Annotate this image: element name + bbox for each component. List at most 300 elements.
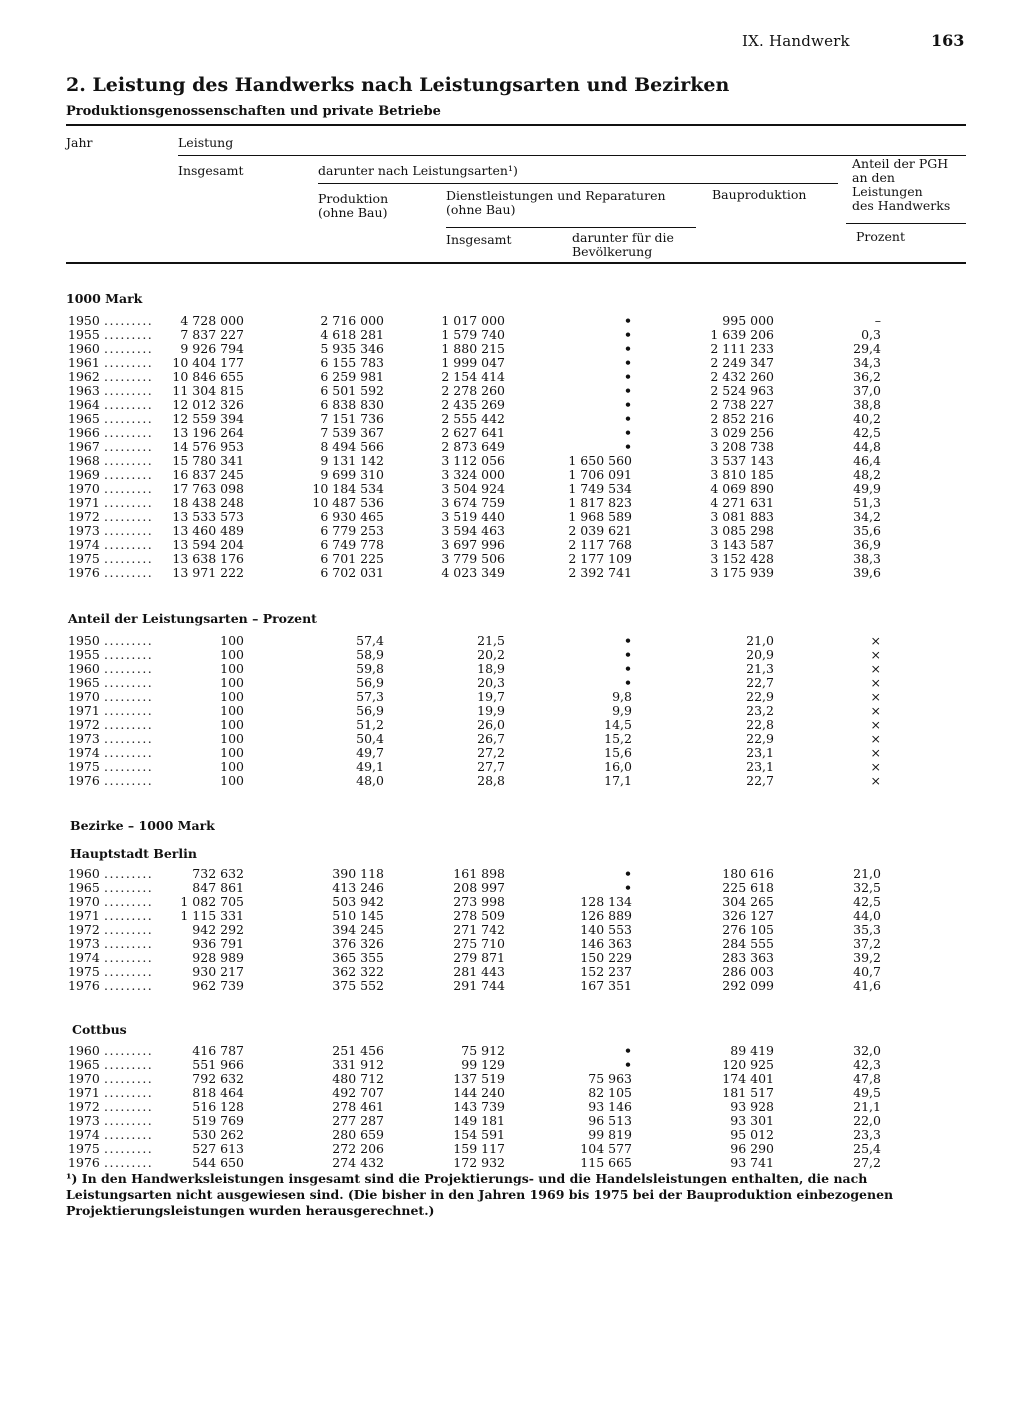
cell-bauproduktion: 225 618 [722, 880, 774, 895]
cell-insgesamt: 1 082 705 [180, 894, 244, 909]
cell-bevoelkerung: 1 706 091 [568, 467, 632, 482]
dot-leader: ......... [104, 647, 154, 662]
cell-bauproduktion: 22,8 [746, 717, 774, 732]
cell-dienst-insgesamt: 291 744 [453, 978, 505, 993]
cell-year: 1972 [68, 509, 100, 524]
cell-bauproduktion: 2 432 260 [710, 369, 774, 384]
table-row [0, 937, 1024, 951]
table-row [0, 482, 1024, 496]
table-row [0, 1128, 1024, 1142]
dot-leader: ......... [104, 675, 154, 690]
cell-produktion: 6 501 592 [320, 383, 384, 398]
cell-year: 1970 [68, 481, 100, 496]
cell-anteil-pgh: 37,2 [853, 936, 881, 951]
col-header-anteil-line3: Leistungen [852, 184, 923, 199]
cell-anteil-pgh: × [870, 675, 881, 690]
table-subtitle: Produktionsgenossenschaften und private Betriebe [66, 104, 441, 119]
table-row [0, 1072, 1024, 1086]
cell-dienst-insgesamt: 3 697 996 [441, 537, 505, 552]
cell-produktion: 7 539 367 [320, 425, 384, 440]
cell-insgesamt: 15 780 341 [172, 453, 244, 468]
cell-dienst-insgesamt: 75 912 [461, 1043, 505, 1058]
cell-insgesamt: 100 [220, 703, 244, 718]
cell-insgesamt: 100 [220, 717, 244, 732]
cell-produktion: 4 618 281 [320, 327, 384, 342]
dot-leader: ......... [104, 383, 154, 398]
cell-bevoelkerung: 152 237 [580, 964, 632, 979]
cell-year: 1971 [68, 1085, 100, 1100]
cell-anteil-pgh: 34,2 [853, 509, 881, 524]
cell-bauproduktion: 3 143 587 [710, 537, 774, 552]
cell-produktion: 394 245 [332, 922, 384, 937]
cell-insgesamt: 18 438 248 [172, 495, 244, 510]
col-header-bev-line2: Bevölkerung [572, 244, 653, 259]
cell-year: 1971 [68, 908, 100, 923]
cell-anteil-pgh: 51,3 [853, 495, 881, 510]
cell-anteil-pgh: × [870, 633, 881, 648]
cell-insgesamt: 519 769 [192, 1113, 244, 1128]
cell-bevoelkerung: 104 577 [580, 1141, 632, 1156]
cell-bevoelkerung: • [624, 866, 632, 881]
header-bottom-rule [66, 262, 966, 264]
table-row [0, 923, 1024, 937]
cell-dienst-insgesamt: 27,7 [477, 759, 505, 774]
col-header-bevoelkerung [572, 231, 674, 259]
col-header-produktion [318, 192, 388, 220]
dot-leader: ......... [104, 894, 154, 909]
cell-dienst-insgesamt: 172 932 [453, 1155, 505, 1170]
col-header-darunter: darunter nach Leistungsarten¹) [318, 163, 518, 178]
header-rule-anteil [846, 223, 966, 224]
cell-year: 1955 [68, 647, 100, 662]
dot-leader: ......... [104, 703, 154, 718]
cell-bevoelkerung: 14,5 [604, 717, 632, 732]
cell-insgesamt: 792 632 [192, 1071, 244, 1086]
cell-anteil-pgh: × [870, 773, 881, 788]
cell-year: 1970 [68, 1071, 100, 1086]
cell-dienst-insgesamt: 19,9 [477, 703, 505, 718]
dot-leader: ......... [104, 922, 154, 937]
cell-anteil-pgh: 49,9 [853, 481, 881, 496]
cell-insgesamt: 100 [220, 633, 244, 648]
cell-anteil-pgh: 40,7 [853, 964, 881, 979]
cell-anteil-pgh: 32,5 [853, 880, 881, 895]
cell-dienst-insgesamt: 3 112 056 [441, 453, 505, 468]
cell-bauproduktion: 3 537 143 [710, 453, 774, 468]
cell-insgesamt: 530 262 [192, 1127, 244, 1142]
cell-produktion: 331 912 [332, 1057, 384, 1072]
cell-dienst-insgesamt: 2 873 649 [441, 439, 505, 454]
cell-year: 1975 [68, 551, 100, 566]
dot-leader: ......... [104, 1099, 154, 1114]
cell-anteil-pgh: 39,2 [853, 950, 881, 965]
cell-year: 1966 [68, 425, 100, 440]
cell-insgesamt: 551 966 [192, 1057, 244, 1072]
cell-bauproduktion: 995 000 [722, 313, 774, 328]
cell-bauproduktion: 4 069 890 [710, 481, 774, 496]
cell-dienst-insgesamt: 20,3 [477, 675, 505, 690]
dot-leader: ......... [104, 936, 154, 951]
col-header-dienst-line1: Dienstleistungen und Reparaturen [446, 188, 666, 203]
cell-produktion: 59,8 [356, 661, 384, 676]
section-heading-bezirke: Bezirke – 1000 Mark [70, 818, 215, 833]
cell-produktion: 277 287 [332, 1113, 384, 1128]
col-header-anteil-pgh [852, 157, 950, 213]
col-header-produktion-line2: (ohne Bau) [318, 205, 388, 220]
cell-produktion: 10 487 536 [312, 495, 384, 510]
table-row [0, 704, 1024, 718]
cell-dienst-insgesamt: 279 871 [453, 950, 505, 965]
table-row [0, 676, 1024, 690]
cell-produktion: 362 322 [332, 964, 384, 979]
cell-insgesamt: 100 [220, 731, 244, 746]
cell-year: 1955 [68, 327, 100, 342]
cell-produktion: 510 145 [332, 908, 384, 923]
cell-insgesamt: 13 971 222 [172, 565, 244, 580]
cell-insgesamt: 4 728 000 [180, 313, 244, 328]
cell-dienst-insgesamt: 273 998 [453, 894, 505, 909]
cell-bauproduktion: 180 616 [722, 866, 774, 881]
cell-insgesamt: 12 012 326 [172, 397, 244, 412]
table-row [0, 552, 1024, 566]
dot-leader: ......... [104, 397, 154, 412]
cell-dienst-insgesamt: 2 435 269 [441, 397, 505, 412]
cell-dienst-insgesamt: 26,0 [477, 717, 505, 732]
cell-bevoelkerung: 2 039 621 [568, 523, 632, 538]
table-row [0, 314, 1024, 328]
cell-year: 1976 [68, 1155, 100, 1170]
table-row [0, 1086, 1024, 1100]
cell-bauproduktion: 96 290 [730, 1141, 774, 1156]
dot-leader: ......... [104, 1085, 154, 1100]
table-title: 2. Leistung des Handwerks nach Leistungsarten und Bezirken [66, 74, 730, 96]
table-row [0, 524, 1024, 538]
section-heading-1000-mark: 1000 Mark [66, 291, 143, 306]
cell-bevoelkerung: 128 134 [580, 894, 632, 909]
cell-year: 1972 [68, 717, 100, 732]
cell-anteil-pgh: 34,3 [853, 355, 881, 370]
cell-produktion: 9 699 310 [320, 467, 384, 482]
cell-year: 1974 [68, 950, 100, 965]
dot-leader: ......... [104, 1127, 154, 1142]
cell-bevoelkerung: 140 553 [580, 922, 632, 937]
cell-dienst-insgesamt: 18,9 [477, 661, 505, 676]
dot-leader: ......... [104, 633, 154, 648]
cell-bevoelkerung: • [624, 411, 632, 426]
cell-anteil-pgh: 47,8 [853, 1071, 881, 1086]
cell-insgesamt: 10 846 655 [172, 369, 244, 384]
cell-bauproduktion: 120 925 [722, 1057, 774, 1072]
cell-bevoelkerung: 9,8 [612, 689, 632, 704]
cell-year: 1964 [68, 397, 100, 412]
cell-bauproduktion: 292 099 [722, 978, 774, 993]
subsection-heading-berlin: Hauptstadt Berlin [70, 846, 197, 861]
cell-produktion: 6 779 253 [320, 523, 384, 538]
cell-produktion: 6 838 830 [320, 397, 384, 412]
cell-bauproduktion: 22,9 [746, 731, 774, 746]
table-row [0, 909, 1024, 923]
table-row [0, 356, 1024, 370]
cell-insgesamt: 847 861 [192, 880, 244, 895]
cell-anteil-pgh: 38,8 [853, 397, 881, 412]
cell-insgesamt: 936 791 [192, 936, 244, 951]
dot-leader: ......... [104, 880, 154, 895]
cell-anteil-pgh: – [874, 313, 881, 328]
dot-leader: ......... [104, 950, 154, 965]
dot-leader: ......... [104, 1113, 154, 1128]
cell-bauproduktion: 3 085 298 [710, 523, 774, 538]
chapter-header: IX. Handwerk [742, 32, 850, 50]
cell-insgesamt: 732 632 [192, 866, 244, 881]
cell-produktion: 8 494 566 [320, 439, 384, 454]
cell-insgesamt: 100 [220, 661, 244, 676]
cell-bauproduktion: 23,1 [746, 745, 774, 760]
cell-anteil-pgh: 21,1 [853, 1099, 881, 1114]
table-row [0, 979, 1024, 993]
cell-year: 1965 [68, 411, 100, 426]
cell-produktion: 57,3 [356, 689, 384, 704]
header-rule-dienst [446, 227, 696, 228]
cell-bevoelkerung: 15,2 [604, 731, 632, 746]
col-header-produktion-line1: Produktion [318, 191, 389, 206]
table-row [0, 690, 1024, 704]
cell-bevoelkerung: • [624, 647, 632, 662]
cell-bevoelkerung: • [624, 369, 632, 384]
cell-dienst-insgesamt: 1 579 740 [441, 327, 505, 342]
cell-year: 1971 [68, 495, 100, 510]
cell-bauproduktion: 3 208 738 [710, 439, 774, 454]
table-row [0, 746, 1024, 760]
cell-insgesamt: 1 115 331 [180, 908, 244, 923]
cell-year: 1973 [68, 1113, 100, 1128]
cell-dienst-insgesamt: 4 023 349 [441, 565, 505, 580]
cell-year: 1975 [68, 964, 100, 979]
dot-leader: ......... [104, 565, 154, 580]
cell-bauproduktion: 3 175 939 [710, 565, 774, 580]
cell-bevoelkerung: 93 146 [588, 1099, 632, 1114]
cell-insgesamt: 928 989 [192, 950, 244, 965]
cell-produktion: 9 131 142 [320, 453, 384, 468]
cell-bauproduktion: 89 419 [730, 1043, 774, 1058]
cell-bauproduktion: 23,2 [746, 703, 774, 718]
cell-insgesamt: 942 292 [192, 922, 244, 937]
col-header-bauproduktion: Bauproduktion [712, 187, 807, 202]
cell-produktion: 56,9 [356, 703, 384, 718]
col-header-dienst-line2: (ohne Bau) [446, 202, 516, 217]
cell-insgesamt: 930 217 [192, 964, 244, 979]
cell-bauproduktion: 276 105 [722, 922, 774, 937]
cell-dienst-insgesamt: 1 999 047 [441, 355, 505, 370]
dot-leader: ......... [104, 759, 154, 774]
cell-bevoelkerung: 2 392 741 [568, 565, 632, 580]
dot-leader: ......... [104, 481, 154, 496]
cell-bevoelkerung: • [624, 341, 632, 356]
cell-bauproduktion: 21,0 [746, 633, 774, 648]
col-header-anteil-line4: des Handwerks [852, 198, 951, 213]
dot-leader: ......... [104, 313, 154, 328]
cell-bevoelkerung: • [624, 425, 632, 440]
cell-insgesamt: 7 837 227 [180, 327, 244, 342]
cell-produktion: 503 942 [332, 894, 384, 909]
cell-anteil-pgh: 25,4 [853, 1141, 881, 1156]
cell-bauproduktion: 326 127 [722, 908, 774, 923]
dot-leader: ......... [104, 509, 154, 524]
cell-year: 1962 [68, 369, 100, 384]
table-row [0, 867, 1024, 881]
cell-year: 1972 [68, 922, 100, 937]
cell-insgesamt: 9 926 794 [180, 341, 244, 356]
dot-leader: ......... [104, 551, 154, 566]
cell-anteil-pgh: × [870, 703, 881, 718]
table-row [0, 648, 1024, 662]
table-row [0, 384, 1024, 398]
cell-dienst-insgesamt: 2 555 442 [441, 411, 505, 426]
cell-produktion: 6 930 465 [320, 509, 384, 524]
cell-dienst-insgesamt: 28,8 [477, 773, 505, 788]
dot-leader: ......... [104, 964, 154, 979]
cell-year: 1974 [68, 745, 100, 760]
cell-year: 1974 [68, 1127, 100, 1142]
cell-insgesamt: 16 837 245 [172, 467, 244, 482]
col-header-insgesamt: Insgesamt [178, 163, 244, 178]
dot-leader: ......... [104, 689, 154, 704]
cell-bauproduktion: 174 401 [722, 1071, 774, 1086]
cell-produktion: 376 326 [332, 936, 384, 951]
table-row [0, 881, 1024, 895]
cell-bevoelkerung: 115 665 [580, 1155, 632, 1170]
cell-dienst-insgesamt: 3 779 506 [441, 551, 505, 566]
cell-insgesamt: 17 763 098 [172, 481, 244, 496]
col-header-leistung: Leistung [178, 135, 234, 150]
cell-bevoelkerung: 1 650 560 [568, 453, 632, 468]
table-row [0, 454, 1024, 468]
table-row [0, 1058, 1024, 1072]
cell-bevoelkerung: • [624, 355, 632, 370]
dot-leader: ......... [104, 341, 154, 356]
cell-year: 1950 [68, 633, 100, 648]
cell-year: 1965 [68, 1057, 100, 1072]
cell-bauproduktion: 3 081 883 [710, 509, 774, 524]
table-row [0, 496, 1024, 510]
cell-bevoelkerung: 16,0 [604, 759, 632, 774]
cell-bevoelkerung: • [624, 1057, 632, 1072]
cell-year: 1961 [68, 355, 100, 370]
cell-dienst-insgesamt: 3 504 924 [441, 481, 505, 496]
cell-produktion: 280 659 [332, 1127, 384, 1142]
table-row [0, 398, 1024, 412]
cell-insgesamt: 13 460 489 [172, 523, 244, 538]
cell-produktion: 6 259 981 [320, 369, 384, 384]
cell-bauproduktion: 95 012 [730, 1127, 774, 1142]
cell-bauproduktion: 2 852 216 [710, 411, 774, 426]
cell-anteil-pgh: × [870, 731, 881, 746]
table-row [0, 662, 1024, 676]
cell-anteil-pgh: × [870, 717, 881, 732]
col-header-jahr: Jahr [66, 135, 93, 150]
cell-produktion: 58,9 [356, 647, 384, 662]
cell-bevoelkerung: 2 117 768 [568, 537, 632, 552]
dot-leader: ......... [104, 495, 154, 510]
cell-bauproduktion: 23,1 [746, 759, 774, 774]
cell-bauproduktion: 93 741 [730, 1155, 774, 1170]
cell-produktion: 2 716 000 [320, 313, 384, 328]
table-row [0, 634, 1024, 648]
cell-year: 1975 [68, 1141, 100, 1156]
cell-anteil-pgh: 37,0 [853, 383, 881, 398]
cell-insgesamt: 818 464 [192, 1085, 244, 1100]
cell-bauproduktion: 1 639 206 [710, 327, 774, 342]
dot-leader: ......... [104, 731, 154, 746]
cell-produktion: 375 552 [332, 978, 384, 993]
cell-anteil-pgh: 38,3 [853, 551, 881, 566]
cell-dienst-insgesamt: 3 594 463 [441, 523, 505, 538]
dot-leader: ......... [104, 537, 154, 552]
cell-bevoelkerung: 99 819 [588, 1127, 632, 1142]
dot-leader: ......... [104, 453, 154, 468]
cell-bauproduktion: 2 524 963 [710, 383, 774, 398]
cell-year: 1965 [68, 675, 100, 690]
table-row [0, 1156, 1024, 1170]
cell-anteil-pgh: × [870, 647, 881, 662]
table-row [0, 1100, 1024, 1114]
cell-produktion: 6 702 031 [320, 565, 384, 580]
cell-bevoelkerung: 150 229 [580, 950, 632, 965]
col-header-bev-line1: darunter für die [572, 230, 674, 245]
dot-leader: ......... [104, 978, 154, 993]
cell-anteil-pgh: × [870, 759, 881, 774]
col-header-dienst-insgesamt: Insgesamt [446, 232, 512, 247]
cell-produktion: 50,4 [356, 731, 384, 746]
cell-produktion: 390 118 [332, 866, 384, 881]
dot-leader: ......... [104, 523, 154, 538]
cell-year: 1967 [68, 439, 100, 454]
cell-year: 1960 [68, 1043, 100, 1058]
cell-produktion: 6 701 225 [320, 551, 384, 566]
cell-produktion: 48,0 [356, 773, 384, 788]
cell-year: 1973 [68, 523, 100, 538]
table-row [0, 370, 1024, 384]
cell-produktion: 492 707 [332, 1085, 384, 1100]
cell-bevoelkerung: 9,9 [612, 703, 632, 718]
cell-year: 1960 [68, 866, 100, 881]
cell-bauproduktion: 22,7 [746, 675, 774, 690]
cell-year: 1976 [68, 565, 100, 580]
cell-dienst-insgesamt: 19,7 [477, 689, 505, 704]
cell-bevoelkerung: • [624, 675, 632, 690]
dot-leader: ......... [104, 327, 154, 342]
cell-insgesamt: 416 787 [192, 1043, 244, 1058]
cell-bevoelkerung: • [624, 327, 632, 342]
cell-year: 1973 [68, 731, 100, 746]
cell-year: 1969 [68, 467, 100, 482]
cell-bauproduktion: 3 029 256 [710, 425, 774, 440]
cell-anteil-pgh: 46,4 [853, 453, 881, 468]
cell-anteil-pgh: 0,3 [861, 327, 881, 342]
cell-bauproduktion: 20,9 [746, 647, 774, 662]
table-row [0, 538, 1024, 552]
section-heading-anteil: Anteil der Leistungsarten – Prozent [68, 611, 317, 626]
header-rule-darunter [318, 183, 838, 184]
cell-bauproduktion: 283 363 [722, 950, 774, 965]
cell-dienst-insgesamt: 271 742 [453, 922, 505, 937]
cell-dienst-insgesamt: 26,7 [477, 731, 505, 746]
cell-insgesamt: 13 533 573 [172, 509, 244, 524]
cell-bevoelkerung: 82 105 [588, 1085, 632, 1100]
cell-year: 1968 [68, 453, 100, 468]
col-header-anteil-line2: an den [852, 170, 895, 185]
dot-leader: ......... [104, 467, 154, 482]
cell-anteil-pgh: 42,3 [853, 1057, 881, 1072]
